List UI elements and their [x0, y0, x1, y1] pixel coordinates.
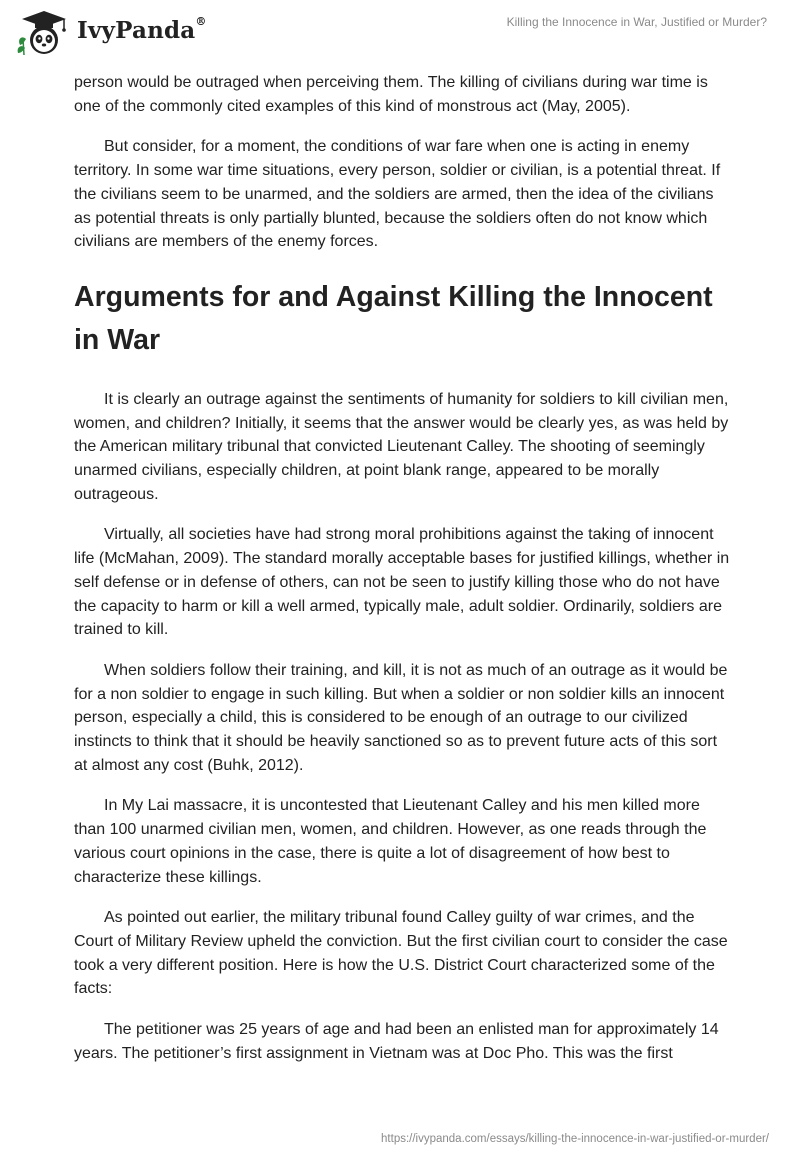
- article-body: [74, 71, 734, 1083]
- paragraph: When soldiers follow their training, and kill, it is not as much of an outrage as it would be for a non soldier to engage in such killing. But when a soldier or non soldier kills an innocent person, especially a child, this is considered to be enough of an outrage to our civilized instincts to think that it should be heavily sanctioned so as to prevent future acts of this sort at almost any cost (Buhk, 2012).: [74, 661, 728, 774]
- paragraph: The petitioner was 25 years of age and had been an enlisted man for approximately 14 years. The petitioner’s first assignment in Vietnam was at Doc Pho. This was the first: [74, 1021, 719, 1062]
- registered-mark: ®: [195, 15, 207, 29]
- brand-name[interactable]: IvyPanda®: [77, 15, 207, 44]
- document-title: Killing the Innocence in War, Justified or Murder?: [506, 15, 767, 29]
- paragraph: In My Lai massacre, it is uncontested that Lieutenant Calley and his men killed more than 100 unarmed civilian men, women, and children. However, as one reads through the various court opinions in the case, there is quite a lot of disagreement of how best to characterize these killings.: [74, 797, 707, 886]
- source-url[interactable]: https://ivypanda.com/essays/killing-the-innocence-in-war-justified-or-murder/: [381, 1133, 769, 1145]
- section-heading: Arguments for and Against Killing the Innocent in War: [74, 280, 713, 356]
- paragraph: As pointed out earlier, the military tribunal found Calley guilty of war crimes, and the Court of Military Review upheld the conviction. But the first civilian court to consider the case took a very different position. Here is how the U.S. District Court characterized some of the facts:: [74, 909, 728, 998]
- paragraph: It is clearly an outrage against the sentiments of humanity for soldiers to kill civilian men, women, and children? Initially, it seems that the answer would be clearly yes, as was held by the American military tribunal that convicted Lieutenant Calley. The shooting of seemingly unarmed civilians, especially children, at point blank range, appeared to be morally outrageous.: [74, 390, 729, 503]
- page-header: [0, 0, 800, 62]
- paragraph: person would be outraged when perceiving them. The killing of civilians during war time is one of the commonly cited examples of this kind of monstrous act (May, 2005).: [74, 74, 708, 115]
- paragraph: But consider, for a moment, the conditions of war fare when one is acting in enemy territory. In some war time situations, every person, soldier or civilian, is a potential threat. If the civilians seem to be unarmed, and the soldiers are armed, then the idea of the civilians as potential threats is only partially blunted, because the soldiers often do not know which civilians are members of the enemy forces.: [74, 138, 721, 251]
- panda-graduate-icon[interactable]: [14, 9, 74, 57]
- paragraph: Virtually, all societies have had strong moral prohibitions against the taking of innocent life (McMahan, 2009). The standard morally acceptable bases for justified killings, whether in self defense or in defense of others, can not be seen to justify killing those who do not have the capacity to harm or kill a well armed, typically male, adult soldier. Ordinarily, soldiers are trained to kill.: [74, 526, 730, 639]
